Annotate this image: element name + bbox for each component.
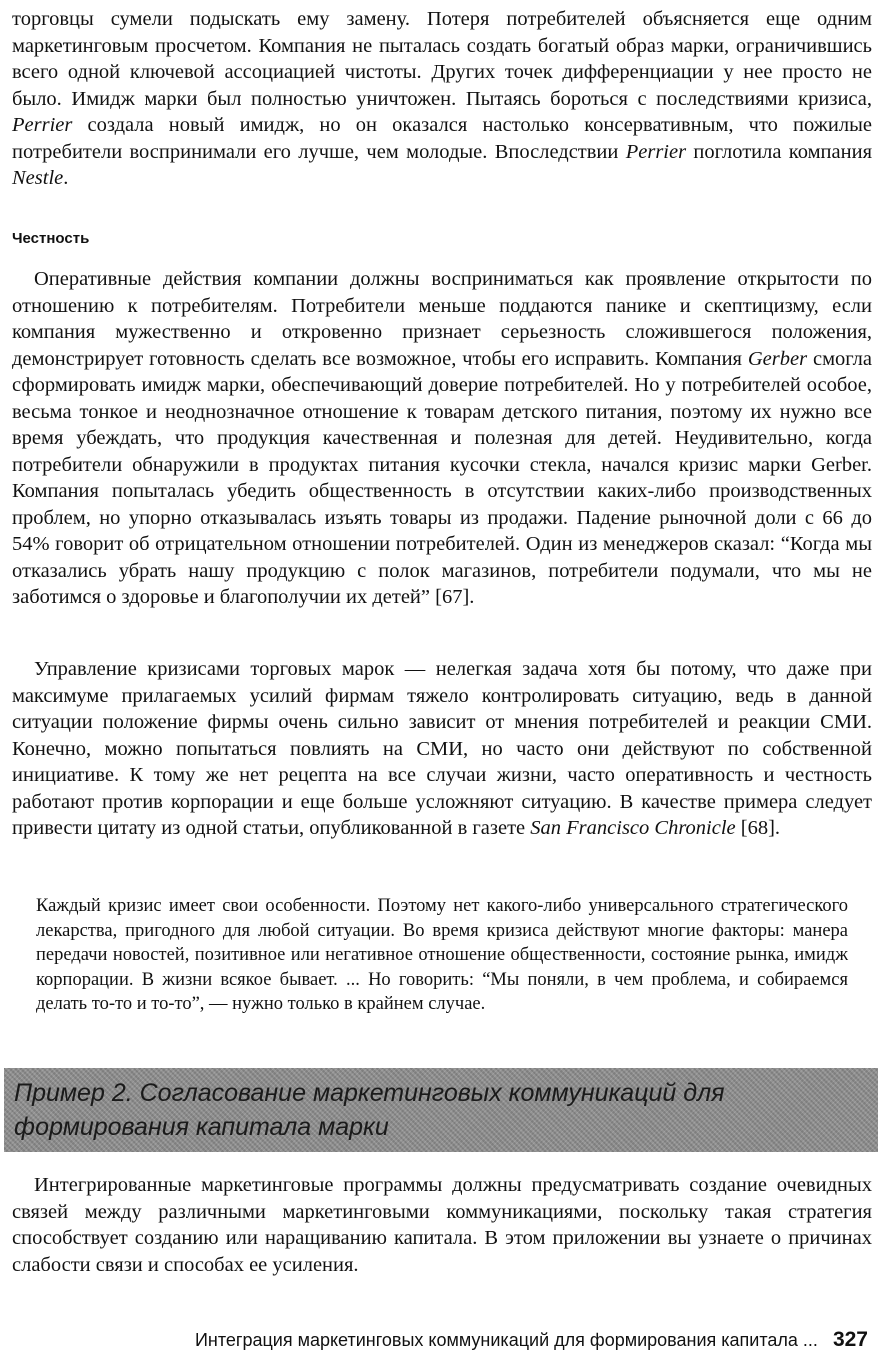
newspaper-name: San Francisco Chronicle <box>530 817 736 839</box>
intro-text-a: торговцы сумели подыскать ему замену. Потеря потребителей объясняется еще одним маркетинговым просчетом. Компания не пыталась создать богатый образ марки, ограничившись всего одной ключевой ассоциацией чистоты. Других точек дифференциации у нее просто не было. Имидж марки был полностью уничтожен. Пытаясь бороться с последствиями кризиса, <box>12 8 872 110</box>
section-heading: Честность <box>12 230 90 247</box>
intro-text-c: поглотила компания <box>686 140 872 163</box>
crisis-text-a: Управление кризисами торговых марок — нелегкая задача хотя бы потому, что даже при максимуме прилагаемых усилий фирмам тяжело контролировать ситуацию, ведь в данной ситуации положение фирмы очень сильно зависит от мнения потребителей и реакции СМИ. Конечно, можно попытаться повлиять на СМИ, но часто они действуют по собственной инициативе. К тому же нет рецепта на все случаи жизни, часто оперативность и честность работают против корпорации и еще больше усложняют ситуацию. В качестве примера следует привести цитату из одной статьи, опубликованной в газете <box>12 658 872 839</box>
brand-gerber: Gerber <box>747 347 808 370</box>
example-title: Пример 2. Согласование маркетинговых коммуникаций для формирования капитала марки <box>14 1079 725 1141</box>
intro-text-d: . <box>63 167 69 189</box>
running-title: Интеграция маркетинговых коммуникаций для формирования капитала ... <box>194 1330 818 1350</box>
brand-perrier: Perrier <box>12 114 73 136</box>
honesty-paragraph <box>12 266 872 611</box>
crisis-text-b: [68]. <box>735 817 781 839</box>
brand-nestle: Nestle <box>12 167 64 189</box>
honesty-text-a: Оперативные действия компании должны восприниматься как проявление открытости по отношению к потребителям. Потребители меньше поддаются панике и скептицизму, если компания мужественно и откровенно признает серьезность сложившегося положения, демонстрирует готовность сделать все возможное, чтобы его исправить. Компания <box>12 268 872 370</box>
block-quote: Каждый кризис имеет свои особенности. Поэтому нет какого-либо универсального стратегического лекарства, пригодного для любой ситуации. Во время кризиса действуют многие факторы: манера передачи новостей, позитивное или негативное отношение общественности, состояние рынка, имидж корпорации. В жизни всякое бывает. ... Но говорить: “Мы поняли, в чем проблема, и собираемся делать то-то и то-то”, — нужно только в крайнем случае. <box>36 896 848 1014</box>
honesty-text-b: смогла сформировать имидж марки, обеспечивающий доверие потребителей. Но у потребителей особое, весьма тонкое и неоднозначное отношение к товарам детского питания, поэтому их нужно все время убеждать, что продукция качественная и полезная для детей. Неудивительно, когда потребители обнаружили в продуктах питания кусочки стекла, начался кризис марки Gerber. Компания попыталась убедить общественность в отсутствии каких-либо производственных проблем, но упорно отказывалась изъять товары из продажи. Падение рыночной доли с 66 до 54% говорит об отрицательном отношении потребителей. Один из менеджеров сказал: “Когда мы отказались убрать нашу продукцию с полок магазинов, потребители подумали, что мы не заботимся о здоровье и благополучии их детей” [67]. <box>12 347 872 608</box>
intro-paragraph <box>12 6 872 192</box>
page-number: 327 <box>832 1328 868 1351</box>
crisis-management-paragraph <box>12 656 872 842</box>
brand-perrier: Perrier <box>625 140 687 163</box>
example-banner <box>4 1068 878 1152</box>
intro-text-b: создала новый имидж, но он оказался настолько консервативным, что пожилые потребители воспринимали его лучше, чем молодые. Впоследствии <box>12 114 872 163</box>
example-paragraph: Интегрированные маркетинговые программы должны предусматривать создание очевидных связей между различными маркетинговыми коммуникациями, поскольку такая стратегия способствует созданию или наращиванию капитала. В этом приложении вы узнаете о причинах слабости связи и способах ее усиления. <box>12 1174 872 1276</box>
page-footer <box>195 1328 868 1352</box>
